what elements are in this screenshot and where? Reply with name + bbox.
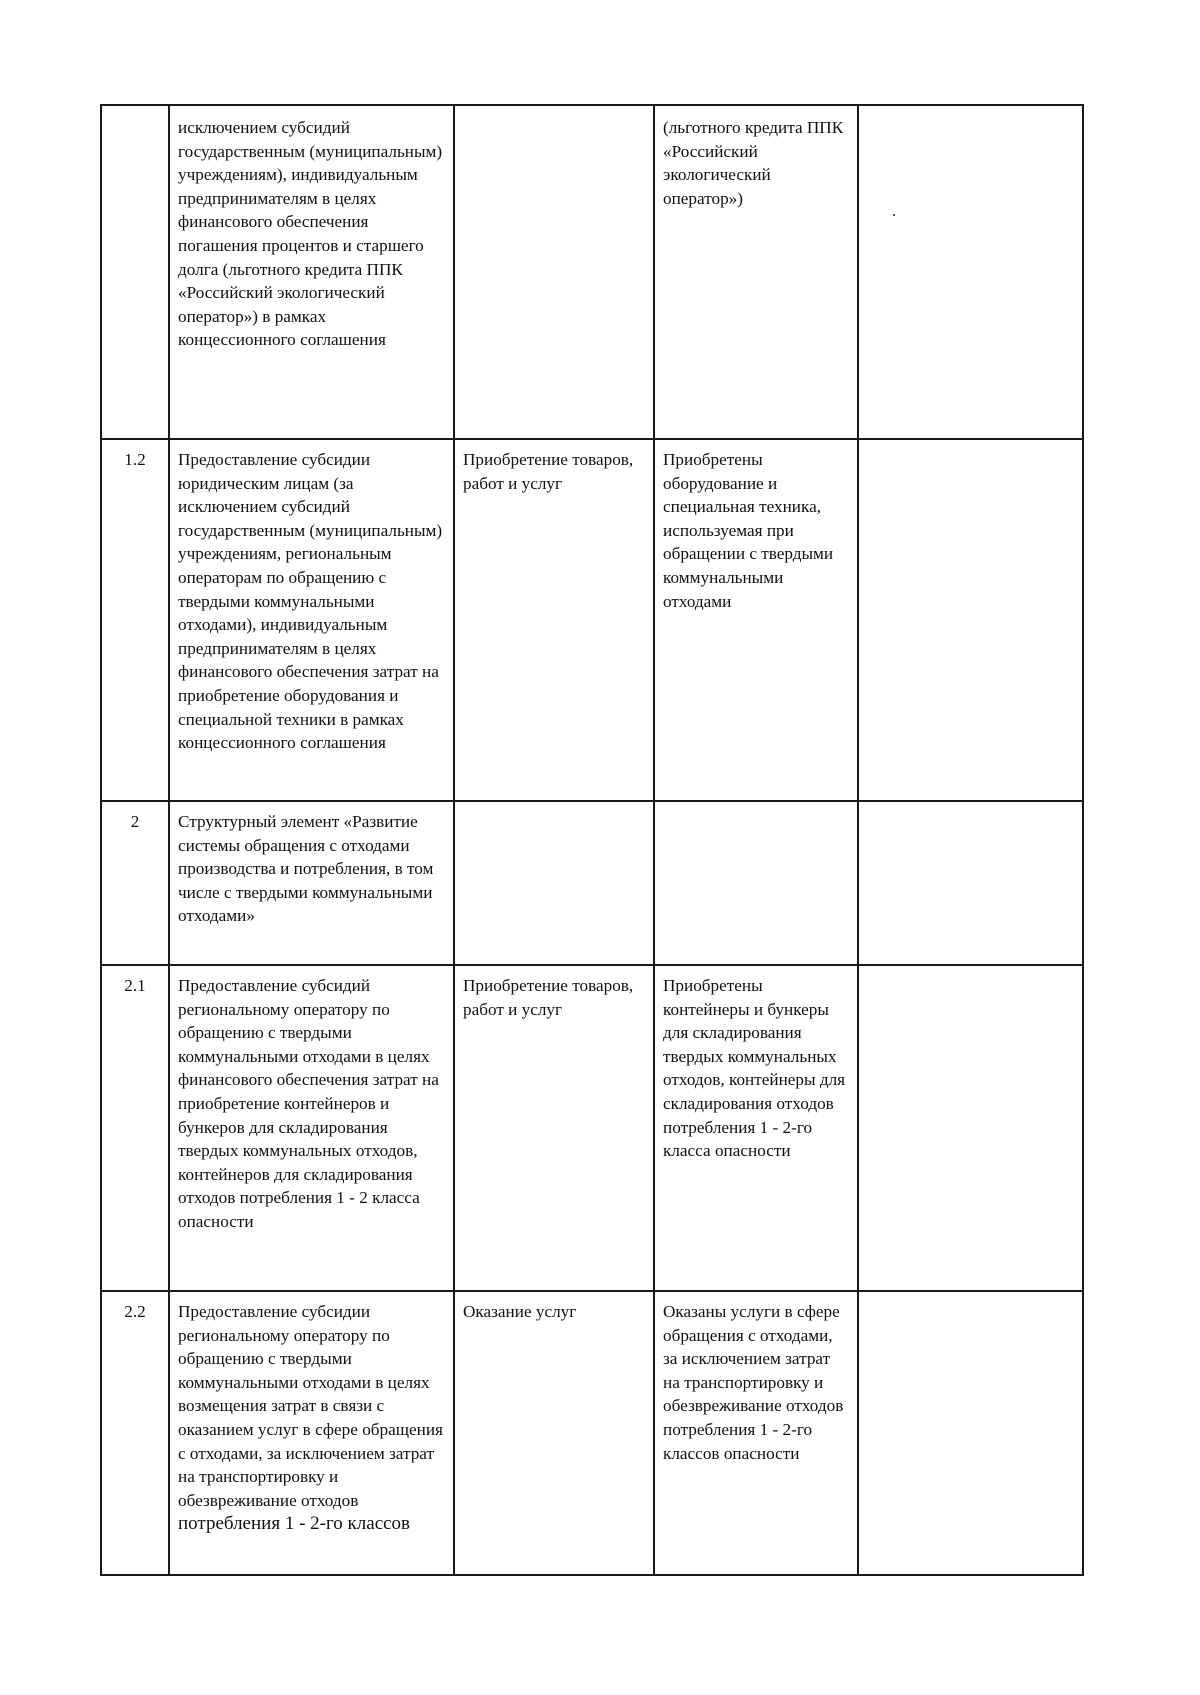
measure-description: исключением субсидий государственным (муниципальным) учреждениям), индивидуальным предпринимателям в целях финансового обеспечения погашения процентов и старшего долга (льготного кредита ППК «Российский экологический оператор») в рамках концессионного соглашения: [169, 105, 454, 439]
event-type: [454, 105, 654, 439]
table-row: [101, 965, 1083, 1291]
event-type: Приобретение товаров, работ и услуг: [454, 965, 654, 1291]
table-row: [101, 1291, 1083, 1575]
row-number: 2: [101, 801, 169, 965]
scan-speck: [893, 214, 895, 216]
measure-result: (льготного кредита ППК «Российский экологический оператор»): [654, 105, 858, 439]
measure-description: Предоставление субсидий региональному оператору по обращению с твердыми коммунальными отходами в целях финансового обеспечения затрат на приобретение контейнеров и бункеров для складирования твердых коммунальных отходов, контейнеров для складирования отходов потребления 1 - 2 класса опасности: [169, 965, 454, 1291]
structural-element-title: Структурный элемент «Развитие системы обращения с отходами производства и потребления, в том числе с твердыми коммунальными отходами»: [169, 801, 454, 965]
table-row: [101, 439, 1083, 801]
measure-description: Предоставление субсидии региональному оператору по обращению с твердыми коммунальными отходами в целях возмещения затрат в связи с оказанием услуг в сфере обращения с отходами, за исключением затрат на транспортировку и обезвреживание отходов: [178, 1302, 443, 1510]
row-number: 1.2: [101, 439, 169, 801]
extra-cell: [858, 965, 1083, 1291]
measure-result: Оказаны услуги в сфере обращения с отходами, за исключением затрат на транспортировку и обезвреживание отходов потребления 1 - 2-го классов опасности: [654, 1291, 858, 1575]
table-row: [101, 801, 1083, 965]
event-type: Оказание услуг: [454, 1291, 654, 1575]
table-row: [101, 105, 1083, 439]
measure-description-last-line: потребления 1 - 2-го классов: [178, 1513, 411, 1535]
extra-cell: [858, 439, 1083, 801]
extra-cell: [858, 1291, 1083, 1575]
extra-cell: [858, 801, 1083, 965]
row-number: 2.2: [101, 1291, 169, 1575]
event-type: Приобретение товаров, работ и услуг: [454, 439, 654, 801]
measure-result: Приобретены контейнеры и бункеры для складирования твердых коммунальных отходов, контейнеры для складирования отходов потребления 1 - 2-го класса опасности: [654, 965, 858, 1291]
measure-result: Приобретены оборудование и специальная техника, используемая при обращении с твердыми коммунальными отходами: [654, 439, 858, 801]
measures-table: [100, 104, 1084, 1576]
measure-description: Предоставление субсидии юридическим лицам (за исключением субсидий государственным (муниципальным) учреждениям, региональным операторам по обращению с твердыми коммунальными отходами), индивидуальным предпринимателям в целях финансового обеспечения затрат на приобретение оборудования и специальной техники в рамках концессионного соглашения: [169, 439, 454, 801]
measure-description-cell: [169, 1291, 454, 1575]
row-number: 2.1: [101, 965, 169, 1291]
event-type: [454, 801, 654, 965]
row-number: [101, 105, 169, 439]
extra-cell: [858, 105, 1083, 439]
measure-result: [654, 801, 858, 965]
